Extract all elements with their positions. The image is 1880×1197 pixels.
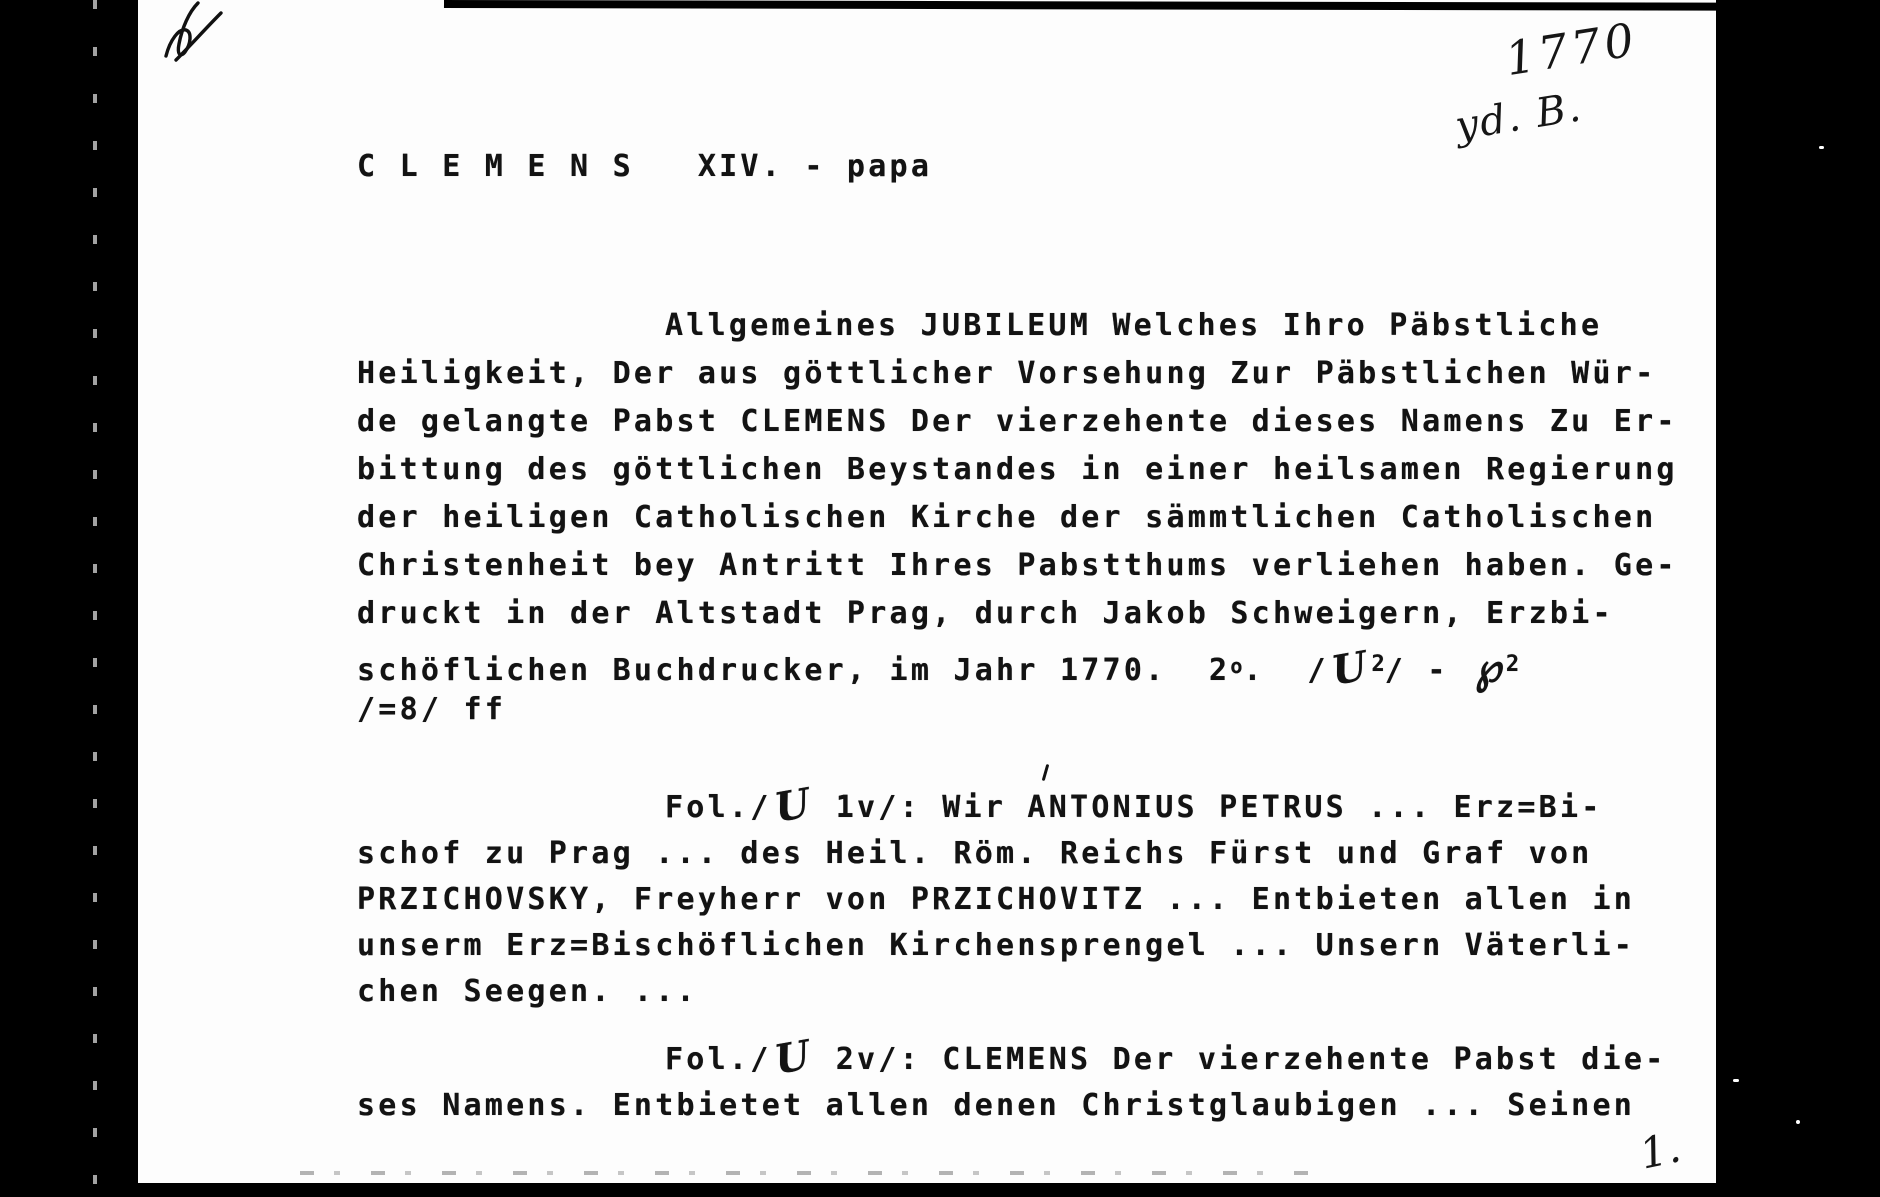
text-line (357, 354, 1678, 402)
text-line (357, 880, 1635, 926)
typed-text: Heiligkeit, Der aus göttlicher Vorsehung Zur Päbstlichen Wür- (357, 356, 1657, 391)
typed-text: druckt in der Altstadt Prag, durch Jakob Schweigern, Erzbi- (357, 596, 1614, 631)
typed-text: . / (1243, 653, 1329, 688)
scan-speck (1796, 1120, 1800, 1124)
text-line (357, 546, 1678, 594)
text-line (357, 834, 1635, 880)
typed-text: Allgemeines JUBILEUM Welches Ihro Päbstliche (665, 308, 1603, 343)
handwritten-signature-letter: U (770, 1031, 814, 1084)
handwritten-signature-letter: U (770, 779, 814, 832)
typed-text: /=8/ ff (357, 692, 507, 727)
text-line (357, 1031, 1667, 1086)
text-line (357, 498, 1678, 546)
page-top-edge (444, 0, 1856, 11)
text-line (357, 594, 1678, 642)
handwritten-year: 1770 (1501, 11, 1642, 87)
text-line (357, 450, 1678, 498)
text-line (357, 972, 1635, 1018)
typed-text: 1v/: Wir ANTONIUS PETRUS ... Erz=Bi- (814, 790, 1603, 825)
typed-text: ses Namens. Entbietet allen denen Christglaubigen ... Seinen (357, 1088, 1636, 1123)
paragraph-imprint (357, 306, 1678, 738)
typed-text: schöflichen Buchdrucker, im Jahr 1770. 2 (357, 653, 1231, 688)
handwritten-page-number: 1. (1635, 1122, 1685, 1179)
scan-noise-line (300, 1171, 1310, 1175)
handwritten-shelf-note: yd. B. (1452, 84, 1586, 150)
typed-text: / - (1384, 653, 1470, 688)
handwritten-signature-letter: U (1327, 642, 1371, 695)
text-line (357, 690, 1678, 738)
text-line (357, 1086, 1666, 1132)
typed-text: Fol./ (665, 1042, 772, 1077)
typed-text: de gelangte Pabst CLEMENS Der vierzehente dieses Namens Zu Er- (357, 404, 1678, 439)
scan-speck (1819, 146, 1824, 149)
superscript: o (1230, 654, 1244, 678)
paragraph-fol-1v (357, 779, 1636, 1018)
superscript: 2 (1371, 652, 1385, 677)
scan-speck (1733, 1079, 1739, 1082)
typed-text: unserm Erz=Bischöflichen Kirchensprengel ... Unsern Väterli- (357, 928, 1636, 963)
handwritten-corner-mark (146, 0, 242, 74)
typed-text: Fol./ (665, 790, 772, 825)
text-line (357, 926, 1635, 972)
text-line (357, 642, 1678, 695)
typed-text: 2v/: CLEMENS Der vierzehente Pabst die- (814, 1042, 1667, 1077)
text-line (357, 306, 1678, 354)
superscript: 2 (1505, 652, 1520, 677)
typed-text: PRZICHOVSKY, Freyherr von PRZICHOVITZ ... Entbieten allen in (357, 882, 1636, 917)
text-line (357, 402, 1678, 450)
typed-text: bittung des göttlichen Beystandes in einer heilsamen Regierung (357, 452, 1678, 487)
typed-text: chen Seegen. ... (357, 974, 698, 1009)
paragraph-fol-2v (357, 1031, 1667, 1132)
text-line (357, 779, 1635, 834)
page-title: C L E M E N S XIV. - papa (357, 149, 933, 184)
handwritten-signature-letter: ℘ (1469, 642, 1505, 695)
film-edge-dots (93, 0, 97, 1197)
typed-text: Christenheit bey Antritt Ihres Pabstthums verliehen haben. Ge- (357, 548, 1678, 583)
typed-text: schof zu Prag ... des Heil. Röm. Reichs Fürst und Graf von (357, 836, 1593, 871)
typed-text: der heiligen Catholischen Kirche der sämmtlichen Catholischen (357, 500, 1657, 535)
